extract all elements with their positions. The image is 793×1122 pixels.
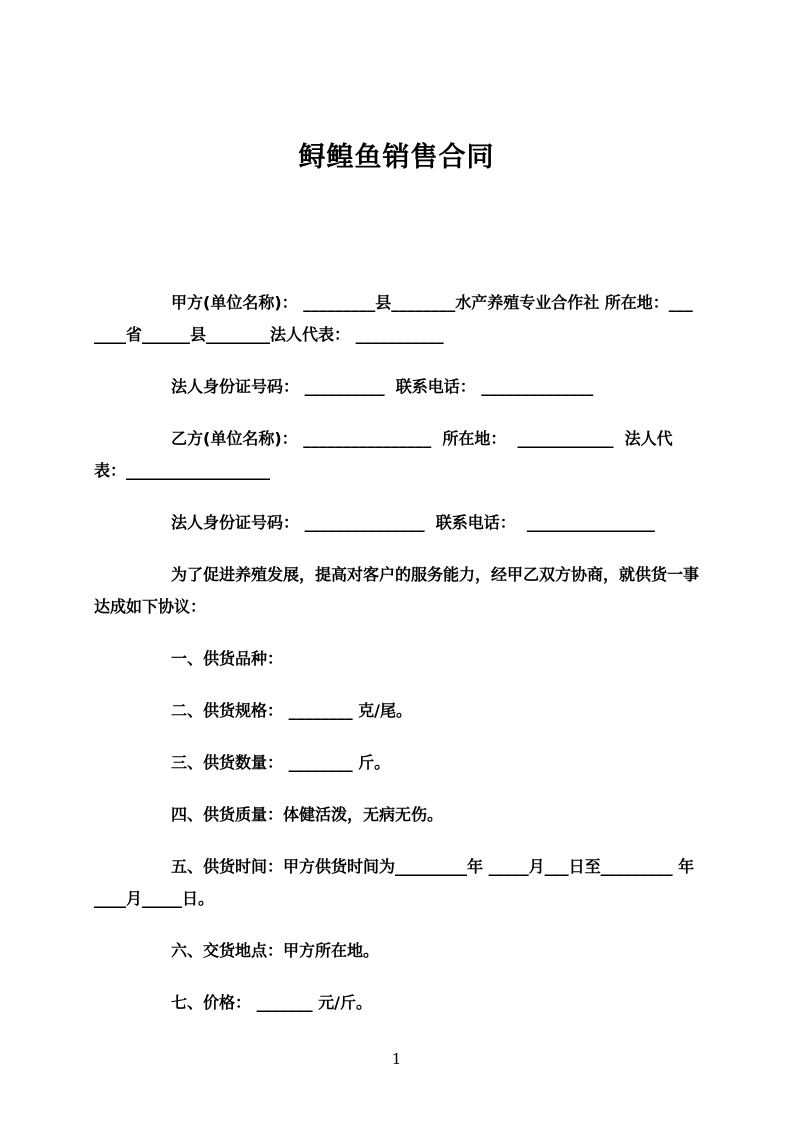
document-title: 鲟鳇鱼销售合同	[298, 142, 495, 173]
item-3-quantity: 三、供货数量： ________ 斤。	[171, 753, 391, 772]
party-b-info: 乙方(单位名称)： ________________ 所在地： ____________ 法人代表：__________________	[94, 429, 673, 480]
party-b-id-phone: 法人身份证号码： _______________ 联系电话： ________________	[171, 513, 655, 532]
item-4-quality: 四、供货质量：体健活泼，无病无伤。	[171, 805, 444, 824]
item-7-price: 七、价格： _______ 元/斤。	[171, 993, 372, 1012]
item-1-variety: 一、供货品种：	[171, 649, 284, 668]
item-6-place: 六、交货地点：甲方所在地。	[171, 941, 380, 960]
party-a-id-phone: 法人身份证号码： __________ 联系电话： ______________	[171, 377, 594, 396]
item-2-spec: 二、供货规格： ________ 克/尾。	[171, 701, 412, 720]
page-number: 1	[391, 1050, 402, 1068]
party-a-info: 甲方(单位名称)： _________县________水产养殖专业合作社 所在地：_______省______县________法人代表： ___________	[94, 293, 693, 344]
item-5-time: 五、供货时间：甲方供货时间为_________年 _____月___日至_________ 年____月_____日。	[94, 857, 695, 908]
preamble: 为了促进养殖发展，提高对客户的服务能力，经甲乙双方协商，就供货一事达成如下协议：	[94, 565, 700, 616]
